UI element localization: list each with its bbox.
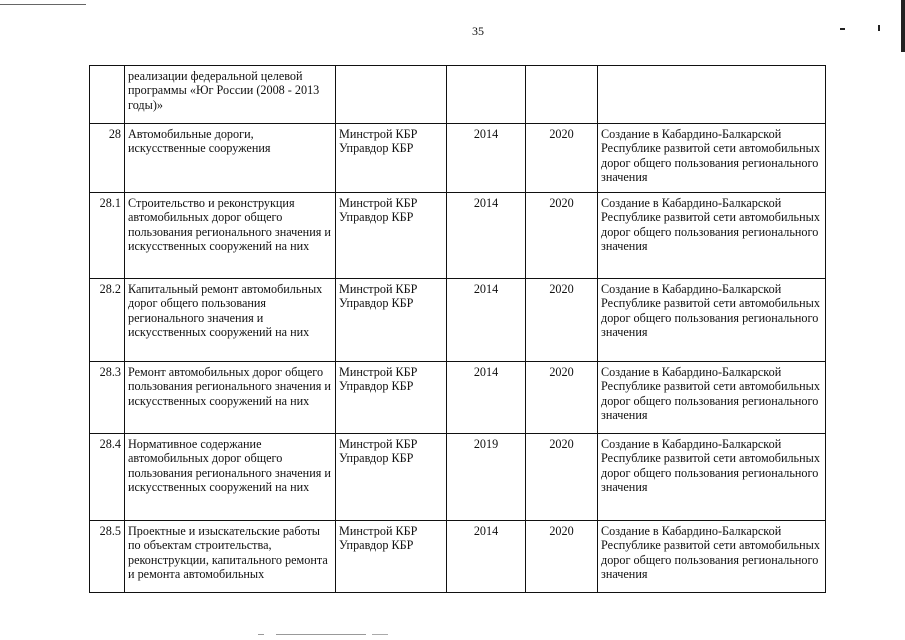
end-year-cell: 2020 — [526, 362, 598, 434]
executor-cell: Минстрой КБР Управдор КБР — [336, 124, 447, 193]
measure-name-cell: Автомобильные дороги, искусственные сооружения — [125, 124, 336, 193]
end-year-cell: 2020 — [526, 193, 598, 279]
measure-name-cell: Капитальный ремонт автомобильных дорог общего пользования регионального значения и искусственных сооружений на них — [125, 279, 336, 362]
result-cell: Создание в Кабардино-Балкарской Республике развитой сети автомобильных дорог общего пользования регионального значения — [598, 193, 826, 279]
measure-name-cell: Строительство и реконструкция автомобильных дорог общего пользования регионального значения и искусственных сооружений на них — [125, 193, 336, 279]
end-year-cell: 2020 — [526, 434, 598, 521]
executor-cell: Минстрой КБР Управдор КБР — [336, 279, 447, 362]
scan-speck — [878, 25, 880, 31]
executor-cell: Минстрой КБР Управдор КБР — [336, 434, 447, 521]
row-number-cell: 28 — [90, 124, 125, 193]
executor-cell: Минстрой КБР Управдор КБР — [336, 193, 447, 279]
table-row — [90, 521, 826, 593]
measures-table — [89, 65, 826, 593]
measure-name-cell: реализации федеральной целевой программы «Юг России (2008 - 2013 годы)» — [125, 66, 336, 124]
scan-footer-mark — [258, 634, 388, 635]
end-year-cell: 2020 — [526, 279, 598, 362]
table-row — [90, 193, 826, 279]
row-number-cell: 28.3 — [90, 362, 125, 434]
top-left-rule — [0, 4, 86, 5]
table-row — [90, 362, 826, 434]
table-row — [90, 66, 826, 124]
result-cell: Создание в Кабардино-Балкарской Республике развитой сети автомобильных дорог общего пользования регионального значения — [598, 434, 826, 521]
end-year-cell — [526, 66, 598, 124]
start-year-cell: 2014 — [447, 362, 526, 434]
executor-cell: Минстрой КБР Управдор КБР — [336, 362, 447, 434]
result-cell: Создание в Кабардино-Балкарской Республике развитой сети автомобильных дорог общего пользования регионального значения — [598, 521, 826, 593]
executor-cell — [336, 66, 447, 124]
measure-name-cell: Ремонт автомобильных дорог общего пользования регионального значения и искусственных сооружений на них — [125, 362, 336, 434]
result-cell — [598, 66, 826, 124]
start-year-cell: 2014 — [447, 193, 526, 279]
measure-name-cell: Нормативное содержание автомобильных дорог общего пользования регионального значения и искусственных сооружений на них — [125, 434, 336, 521]
start-year-cell — [447, 66, 526, 124]
page-number: 35 — [472, 24, 484, 38]
end-year-cell: 2020 — [526, 521, 598, 593]
scan-edge — [901, 0, 905, 52]
row-number-cell: 28.1 — [90, 193, 125, 279]
end-year-cell: 2020 — [526, 124, 598, 193]
table-row — [90, 434, 826, 521]
result-cell: Создание в Кабардино-Балкарской Республике развитой сети автомобильных дорог общего пользования регионального значения — [598, 362, 826, 434]
start-year-cell: 2019 — [447, 434, 526, 521]
measure-name-cell: Проектные и изыскательские работы по объектам строительства, реконструкции, капитального ремонта и ремонта автомобильных — [125, 521, 336, 593]
start-year-cell: 2014 — [447, 124, 526, 193]
scan-speck — [840, 28, 845, 30]
start-year-cell: 2014 — [447, 521, 526, 593]
result-cell: Создание в Кабардино-Балкарской Республике развитой сети автомобильных дорог общего пользования регионального значения — [598, 279, 826, 362]
row-number-cell — [90, 66, 125, 124]
table-row — [90, 279, 826, 362]
row-number-cell: 28.5 — [90, 521, 125, 593]
start-year-cell: 2014 — [447, 279, 526, 362]
row-number-cell: 28.2 — [90, 279, 125, 362]
table-row — [90, 124, 826, 193]
result-cell: Создание в Кабардино-Балкарской Республике развитой сети автомобильных дорог общего пользования регионального значения — [598, 124, 826, 193]
row-number-cell: 28.4 — [90, 434, 125, 521]
executor-cell: Минстрой КБР Управдор КБР — [336, 521, 447, 593]
